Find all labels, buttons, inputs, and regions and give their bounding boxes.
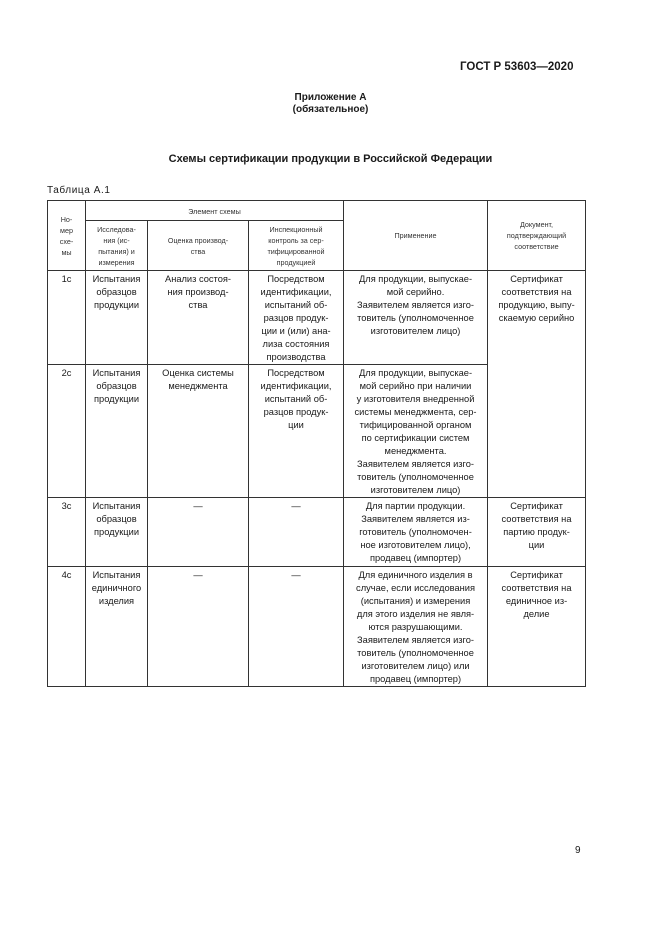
text-line: ное изготовителем лицо), (360, 540, 471, 550)
text-line: для этого изделия не явля- (356, 609, 475, 619)
text-line: продукции (93, 527, 140, 537)
text-line: Сертификат (510, 501, 563, 511)
text-line: Оценка производ- (167, 235, 229, 245)
table-row (48, 271, 586, 365)
text-line: товитель (уполномоченное (357, 648, 474, 658)
text-line: изготовителем лицо) или (361, 661, 470, 671)
header-scheme-number (48, 201, 86, 271)
text-line: Заявителем является из- (361, 514, 470, 524)
row-scheme-number: 2с (48, 365, 86, 498)
header-production-assessment (148, 221, 249, 271)
text-line: Заявителем является изго- (357, 459, 474, 469)
text-line: соответствия на (501, 514, 572, 524)
text-line: скаемую серийно (498, 313, 575, 323)
text-line: единичного (91, 583, 142, 593)
text-line: товитель (уполномоченное (357, 313, 474, 323)
text-line: испытаний об- (264, 394, 328, 404)
text-line: образцов (96, 514, 137, 524)
page-number: 9 (575, 845, 581, 856)
text-line: ния производ- (167, 287, 229, 297)
header-application: Применение (344, 201, 488, 271)
text-line: мы (61, 247, 72, 257)
text-line: соответствия на (501, 583, 572, 593)
text-line: Для продукции, выпускае- (358, 274, 473, 284)
text-line: образцов (96, 287, 137, 297)
annex-title: Приложение А (294, 92, 367, 103)
text-line: измерения (98, 257, 135, 267)
row-production-assessment (148, 365, 249, 498)
annex-status: (обязательное) (292, 104, 369, 115)
text-line: ции (528, 540, 545, 550)
text-line: случае, если исследования (356, 583, 475, 593)
table-row (48, 567, 586, 687)
text-line: Сертификат (510, 274, 563, 284)
text-line: ния (ис- (103, 235, 130, 245)
text-line: Но- (60, 214, 73, 224)
text-line: образцов (96, 381, 137, 391)
text-line: Заявителем является изго- (357, 300, 474, 310)
row-research (86, 365, 148, 498)
text-line: соответствие (514, 242, 559, 251)
text-line: Оценка системы (162, 368, 234, 378)
text-line: Посредством (267, 274, 325, 284)
text-line: подтверждающий (506, 231, 567, 240)
text-line: испытаний об- (264, 300, 328, 310)
text-line: изделия (98, 596, 135, 606)
text-line: системы менеджмента, сер- (354, 407, 477, 417)
text-line: идентификации, (260, 381, 332, 391)
row-production-assessment (148, 567, 249, 687)
text-line: менеджмента (168, 381, 228, 391)
text-line: контроль за сер- (268, 235, 324, 245)
row-inspection-control (249, 365, 344, 498)
row-production-assessment (148, 271, 249, 365)
row-application (344, 365, 488, 498)
row-application (344, 498, 488, 567)
text-line: партию продук- (503, 527, 570, 537)
text-line: готовитель (уполномочен- (359, 527, 472, 537)
row-document (488, 498, 586, 567)
row-research (86, 567, 148, 687)
text-line: ются разрушающими. (368, 622, 463, 632)
text-line: делие (523, 609, 550, 619)
row-inspection-control (249, 498, 344, 567)
text-line: Испытания (92, 368, 141, 378)
header-research (86, 221, 148, 271)
text-line: Для партии продукции. (365, 501, 466, 511)
row-inspection-control (249, 567, 344, 687)
text-line: — (193, 501, 203, 511)
text-line: Заявителем является изго- (357, 635, 474, 645)
standard-designation: ГОСТ Р 53603—2020 (460, 61, 574, 73)
text-line: лиза состояния (262, 339, 330, 349)
text-line: продукции (93, 300, 140, 310)
document-title: Схемы сертификации продукции в Российской Федерации (168, 153, 493, 165)
text-line: продавец (импортер) (369, 553, 462, 563)
text-line: мой серийно. (386, 287, 445, 297)
row-production-assessment (148, 498, 249, 567)
text-line: Для продукции, выпускае- (358, 368, 473, 378)
header-document (488, 201, 586, 271)
header-scheme-element: Элемент схемы (86, 201, 344, 221)
text-line: Документ, (519, 220, 554, 229)
text-line: единичное из- (505, 596, 568, 606)
text-line: производства (266, 352, 326, 362)
row-application (344, 567, 488, 687)
text-line: продукцией (276, 257, 316, 267)
text-line: разцов продук- (263, 313, 329, 323)
text-line: Исследова- (97, 224, 136, 234)
row-document (488, 567, 586, 687)
row-document-merged (488, 271, 586, 498)
text-line: продавец (импортер) (369, 674, 462, 684)
text-line: Испытания (92, 274, 141, 284)
text-line: Испытания (92, 501, 141, 511)
text-line: пытания) и (98, 246, 135, 256)
text-line: Испытания (92, 570, 141, 580)
text-line: схе- (59, 236, 74, 246)
table-label: Таблица А.1 (47, 185, 111, 196)
text-line: у изготовителя внедренной (356, 394, 475, 404)
text-line: товитель (уполномоченное (357, 472, 474, 482)
annex-heading (0, 92, 661, 116)
certification-schemes-table (47, 200, 586, 687)
text-line: Инспекционный (269, 224, 323, 234)
text-line: Анализ состоя- (165, 274, 231, 284)
text-line: Посредством (267, 368, 325, 378)
text-line: ства (188, 300, 208, 310)
text-line: мой серийно при наличии (359, 381, 472, 391)
text-line: ции (288, 420, 304, 430)
text-line: разцов продук- (263, 407, 329, 417)
text-line: Для единичного изделия в (358, 570, 473, 580)
text-line: — (193, 570, 203, 580)
text-line: — (291, 501, 301, 511)
text-line: — (291, 570, 301, 580)
row-inspection-control (249, 271, 344, 365)
row-scheme-number: 3с (48, 498, 86, 567)
text-line: изготовителем лицо) (370, 326, 461, 336)
text-line: менеджмента. (384, 446, 447, 456)
text-line: Сертификат (510, 570, 563, 580)
row-scheme-number: 1с (48, 271, 86, 365)
text-line: мер (60, 225, 73, 235)
row-scheme-number: 4с (48, 567, 86, 687)
text-line: тифицированной органом (359, 420, 472, 430)
text-line: ции и (или) ана- (261, 326, 331, 336)
row-application (344, 271, 488, 365)
text-line: (испытания) и измерения (360, 596, 471, 606)
text-line: соответствия на (501, 287, 572, 297)
text-line: ства (190, 246, 206, 256)
header-inspection-control (249, 221, 344, 271)
text-line: по сертификации систем (361, 433, 470, 443)
row-research (86, 498, 148, 567)
text-line: продукцию, выпу- (498, 300, 575, 310)
text-line: тифицированной (267, 246, 325, 256)
text-line: продукции (93, 394, 140, 404)
text-line: идентификации, (260, 287, 332, 297)
text-line: изготовителем лицо) (370, 485, 461, 495)
table-row (48, 498, 586, 567)
row-research (86, 271, 148, 365)
